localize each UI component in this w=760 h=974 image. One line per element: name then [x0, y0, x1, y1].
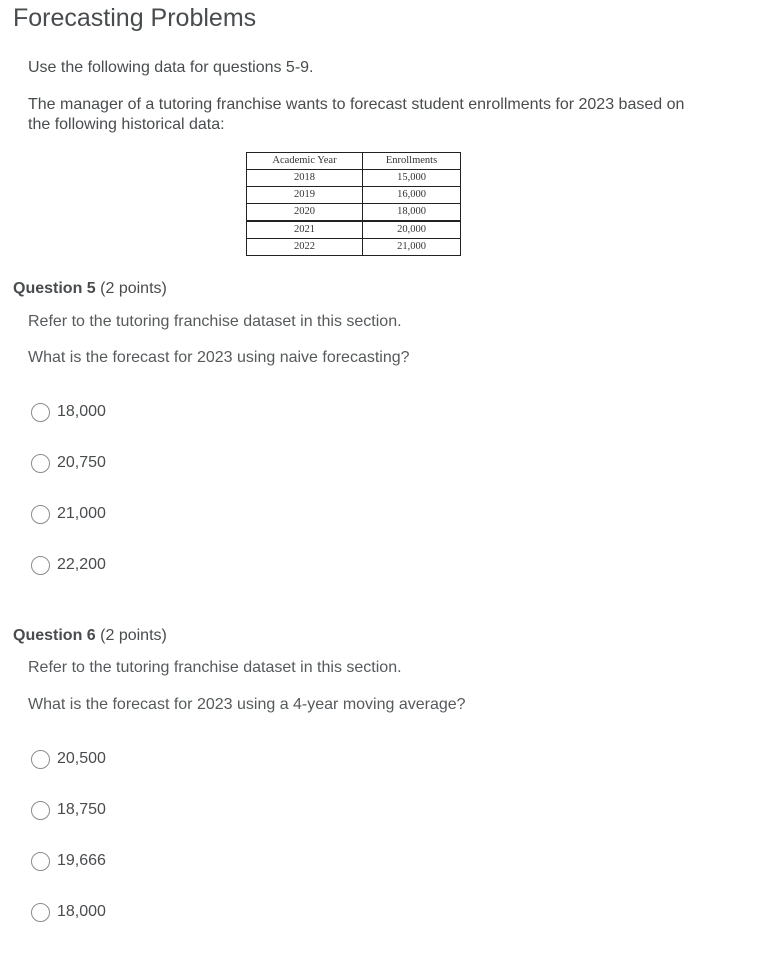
- q5-option-1[interactable]: [31, 400, 106, 424]
- radio-button[interactable]: [31, 403, 50, 422]
- option-label: 22,200: [57, 556, 106, 573]
- intro-description: The manager of a tutoring franchise wants to forecast student enrollments for 2023 based on the following historical data:: [28, 96, 685, 133]
- table-cell-year: 2021: [247, 221, 363, 239]
- q5-option-3[interactable]: [31, 502, 106, 526]
- radio-button[interactable]: [31, 903, 50, 922]
- table-cell-enrollments: 20,000: [363, 221, 461, 239]
- table-cell-enrollments: 21,000: [363, 239, 461, 256]
- table-cell-year: 2019: [247, 187, 363, 204]
- header-academic-year: Academic Year: [247, 153, 363, 170]
- q5-option-2[interactable]: [31, 451, 106, 475]
- intro-instructions: Use the following data for questions 5-9.: [28, 59, 314, 76]
- page-title: Forecasting Problems: [13, 4, 257, 32]
- table-row: [247, 221, 461, 239]
- radio-button[interactable]: [31, 505, 50, 524]
- table-cell-enrollments: 18,000: [363, 204, 461, 222]
- question-points: (2 points): [100, 280, 167, 297]
- question-6-prompt: What is the forecast for 2023 using a 4-year moving average?: [28, 696, 466, 713]
- q6-option-1[interactable]: [31, 747, 106, 771]
- table-cell-year: 2018: [247, 170, 363, 187]
- radio-button[interactable]: [31, 454, 50, 473]
- table-cell-year: 2020: [247, 204, 363, 222]
- question-5-prompt: What is the forecast for 2023 using naive forecasting?: [28, 349, 410, 366]
- header-enrollments: Enrollments: [363, 153, 461, 170]
- question-6-context: Refer to the tutoring franchise dataset in this section.: [28, 659, 402, 676]
- table-header-row: [247, 153, 461, 170]
- option-label: 21,000: [57, 505, 106, 522]
- option-label: 20,500: [57, 750, 106, 767]
- q6-option-4[interactable]: [31, 900, 106, 924]
- question-points: (2 points): [100, 627, 167, 644]
- option-label: 18,750: [57, 801, 106, 818]
- table-row: [247, 204, 461, 222]
- radio-button[interactable]: [31, 801, 50, 820]
- question-6-heading: [13, 626, 167, 646]
- radio-button[interactable]: [31, 556, 50, 575]
- radio-button[interactable]: [31, 852, 50, 871]
- option-label: 19,666: [57, 852, 106, 869]
- question-label: Question 6: [13, 627, 96, 644]
- option-label: 18,000: [57, 403, 106, 420]
- question-5-context: Refer to the tutoring franchise dataset in this section.: [28, 313, 402, 330]
- radio-button[interactable]: [31, 750, 50, 769]
- q6-option-2[interactable]: [31, 798, 106, 822]
- question-5-heading: [13, 279, 167, 299]
- table-row: [247, 170, 461, 187]
- table-cell-enrollments: 15,000: [363, 170, 461, 187]
- option-label: 20,750: [57, 454, 106, 471]
- table-cell-year: 2022: [247, 239, 363, 256]
- table-row: [247, 187, 461, 204]
- question-label: Question 5: [13, 280, 96, 297]
- table-row: [247, 239, 461, 256]
- option-label: 18,000: [57, 903, 106, 920]
- table-cell-enrollments: 16,000: [363, 187, 461, 204]
- q6-option-3[interactable]: [31, 849, 106, 873]
- q5-option-4[interactable]: [31, 553, 106, 577]
- enrollment-data-table: [246, 152, 461, 256]
